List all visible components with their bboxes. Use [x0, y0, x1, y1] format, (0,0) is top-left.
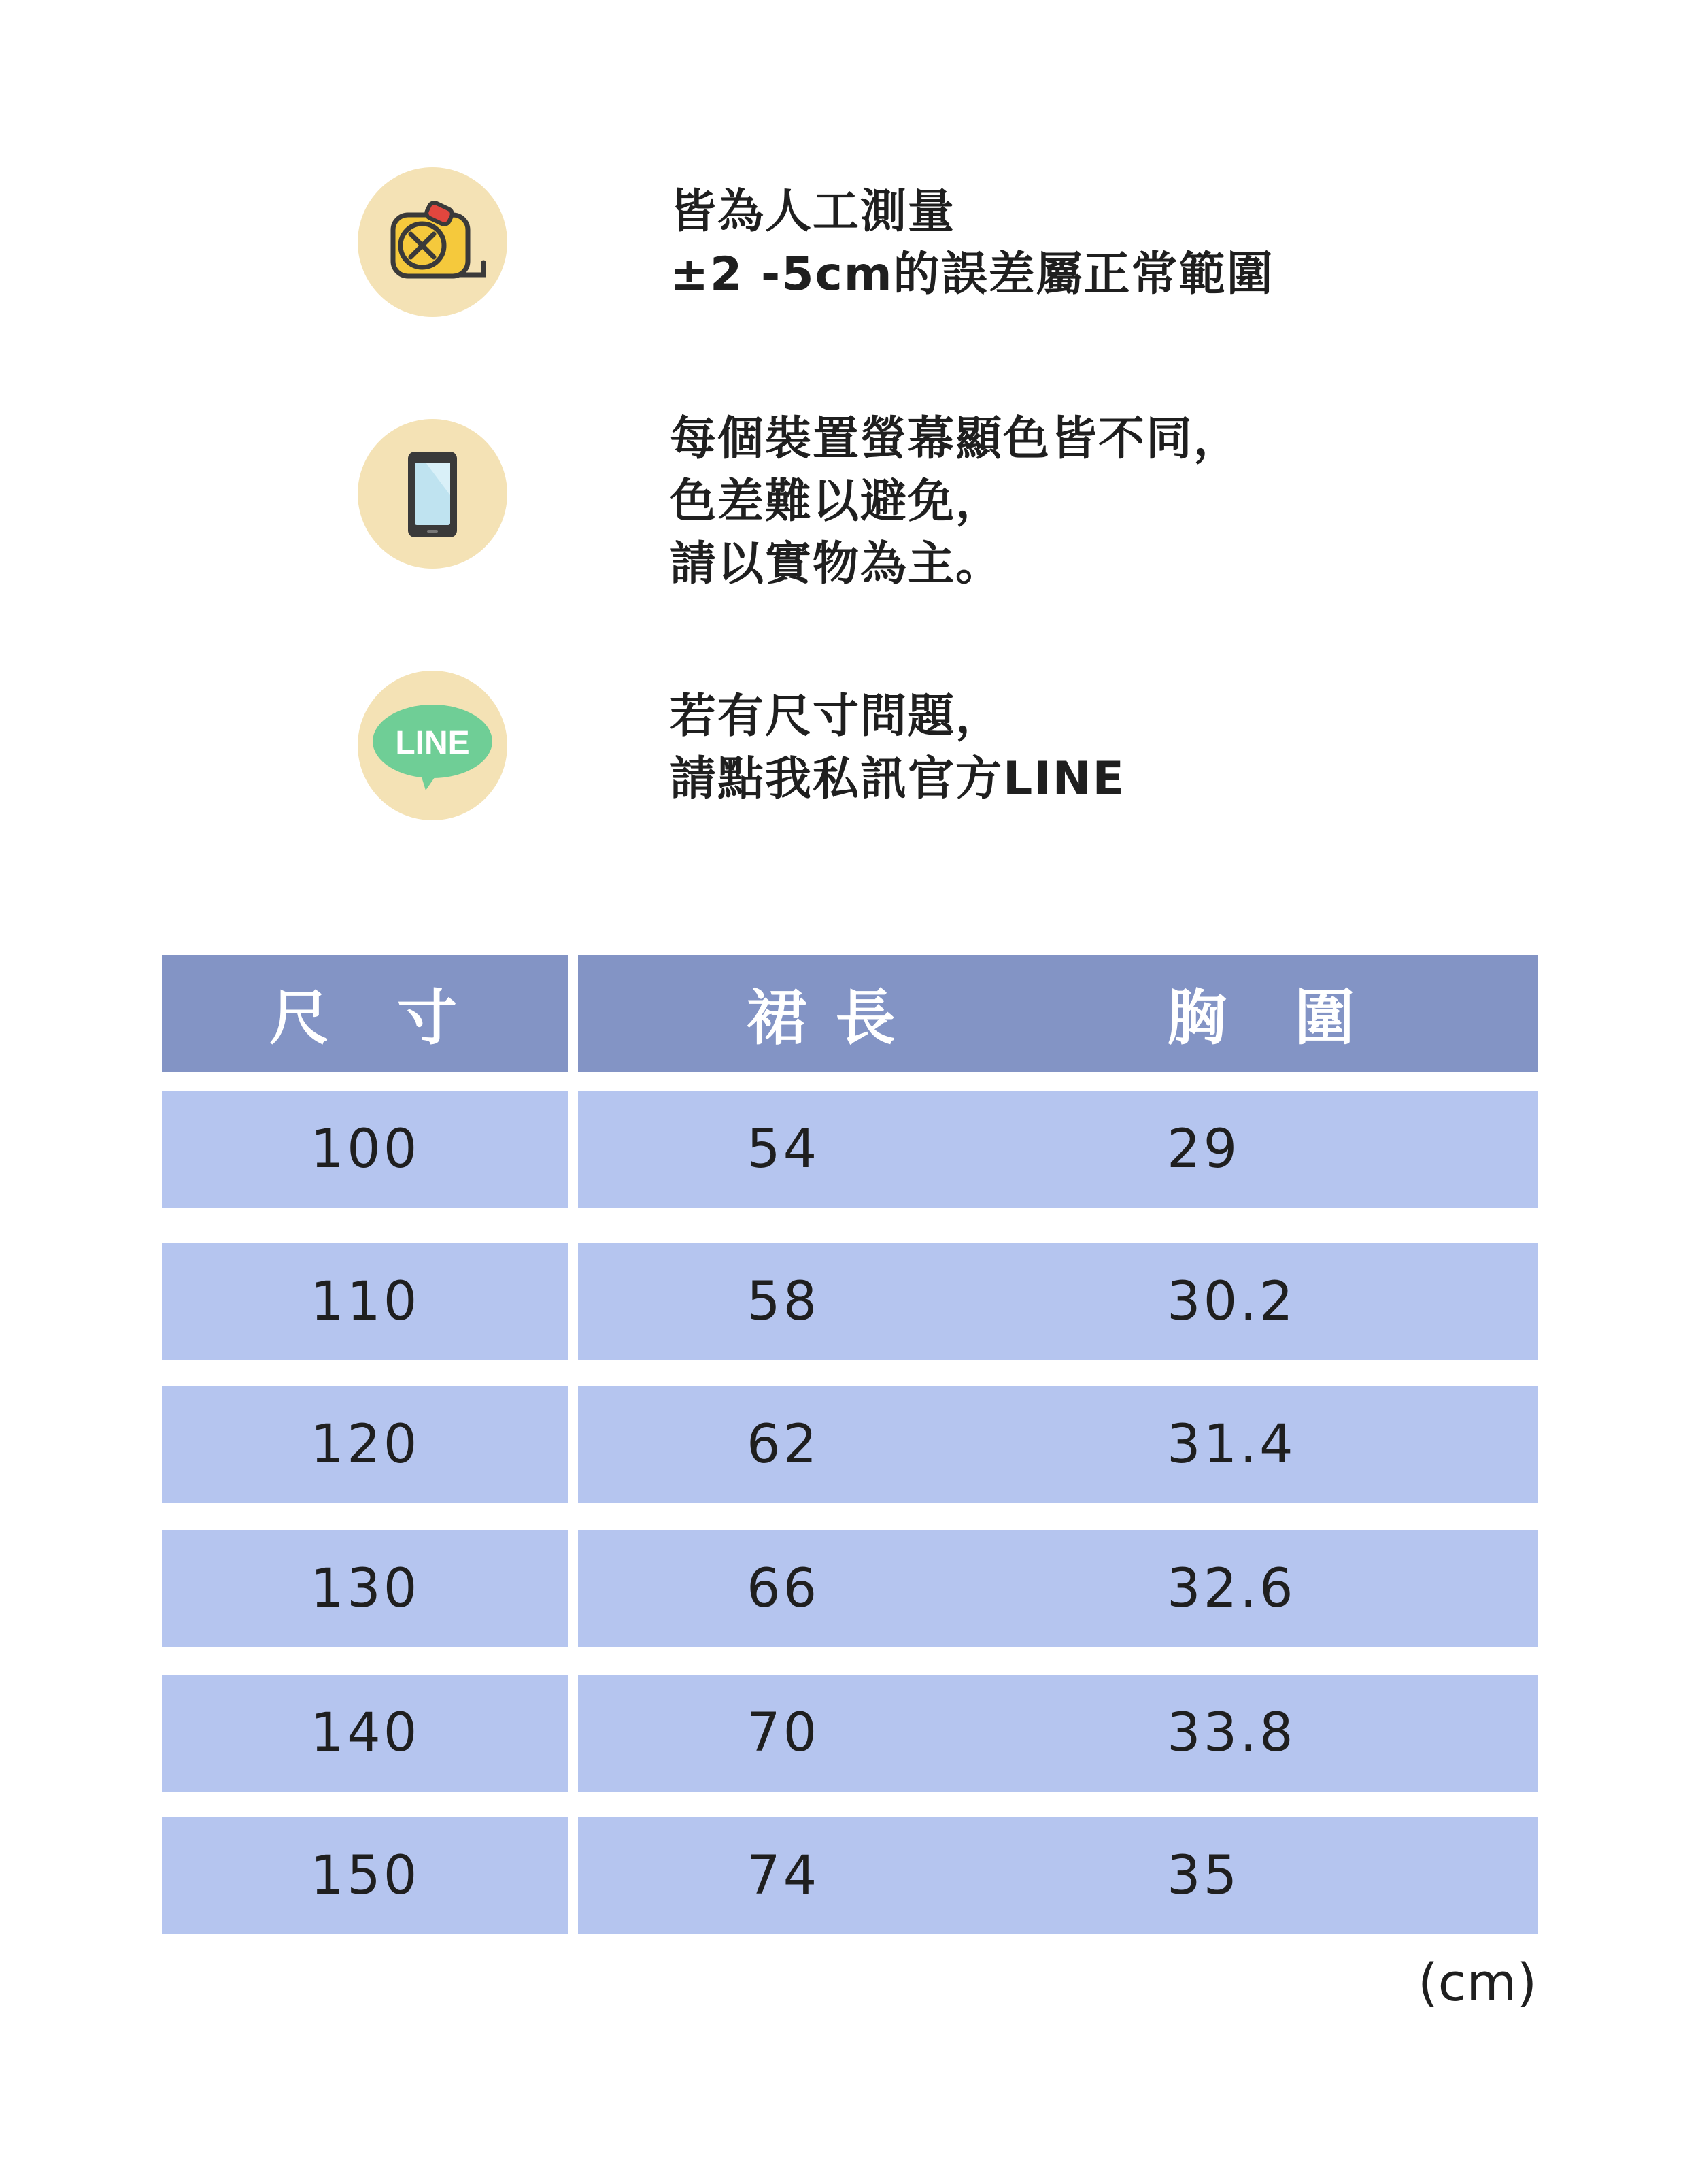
unit-label: (cm): [1418, 1952, 1537, 2013]
tape-measure-icon-badge: [358, 167, 507, 317]
size-value: 130: [310, 1558, 420, 1619]
cell-measures: [578, 1091, 1538, 1208]
header-measure-group: [578, 955, 1538, 1072]
chest-value: 29: [1167, 1119, 1240, 1180]
note-color-text: [670, 408, 1241, 596]
chest-value: 35: [1167, 1845, 1240, 1906]
cell-measures: [578, 1243, 1538, 1360]
smartphone-icon-badge: [358, 419, 507, 569]
note-line: 每個裝置螢幕顯色皆不同，: [670, 412, 1242, 466]
tape-measure-icon: [358, 167, 507, 317]
chest-value: 31.4: [1167, 1414, 1296, 1475]
length-value: 54: [747, 1119, 820, 1180]
table-header-row: [162, 955, 1538, 1072]
note-line: ±2 -5cm的誤差屬正常範圍: [670, 248, 1274, 301]
table-row: [162, 1091, 1538, 1208]
chest-value: 33.8: [1167, 1702, 1296, 1764]
table-row: [162, 1530, 1538, 1647]
chest-value: 30.2: [1167, 1271, 1296, 1332]
table-row: [162, 1243, 1538, 1360]
table-row: [162, 1817, 1538, 1934]
note-line: 皆為人工測量: [670, 185, 956, 239]
size-value: 110: [310, 1271, 420, 1332]
note-line: 若有尺寸問題，: [670, 690, 1004, 743]
note-line: 色差難以避免，: [670, 475, 1004, 528]
cell-measures: [578, 1386, 1538, 1503]
cell-size: [162, 1386, 568, 1503]
length-value: 70: [747, 1702, 820, 1764]
chest-value: 32.6: [1167, 1558, 1296, 1619]
line-logo-text: LINE: [395, 725, 470, 761]
line-chat-icon[interactable]: [358, 671, 507, 820]
length-value: 58: [747, 1271, 820, 1332]
cell-size: [162, 1817, 568, 1934]
size-value: 120: [310, 1414, 420, 1475]
size-value: 100: [310, 1119, 420, 1180]
header-length-label: 裙 長: [747, 983, 900, 1053]
table-row: [162, 1675, 1538, 1792]
size-value: 150: [310, 1845, 420, 1906]
cell-measures: [578, 1530, 1538, 1647]
cell-size: [162, 1675, 568, 1792]
length-value: 66: [747, 1558, 820, 1619]
table-row: [162, 1386, 1538, 1503]
header-chest-label: 胸 圍: [1167, 983, 1359, 1053]
smartphone-icon: [358, 419, 507, 569]
note-measurement-text: [670, 181, 1274, 306]
length-value: 62: [747, 1414, 820, 1475]
header-size-label: 尺 寸: [269, 983, 461, 1053]
size-value: 140: [310, 1702, 420, 1764]
cell-measures: [578, 1675, 1538, 1792]
cell-size: [162, 1243, 568, 1360]
line-icon-badge[interactable]: [358, 671, 507, 820]
note-contact-text[interactable]: [670, 686, 1125, 811]
contact-line-link[interactable]: 請點我私訊官方LINE: [670, 752, 1125, 806]
header-size: [162, 955, 568, 1072]
note-line: 請以實物為主。: [670, 537, 1004, 591]
cell-size: [162, 1530, 568, 1647]
cell-measures: [578, 1817, 1538, 1934]
cell-size: [162, 1091, 568, 1208]
length-value: 74: [747, 1845, 820, 1906]
